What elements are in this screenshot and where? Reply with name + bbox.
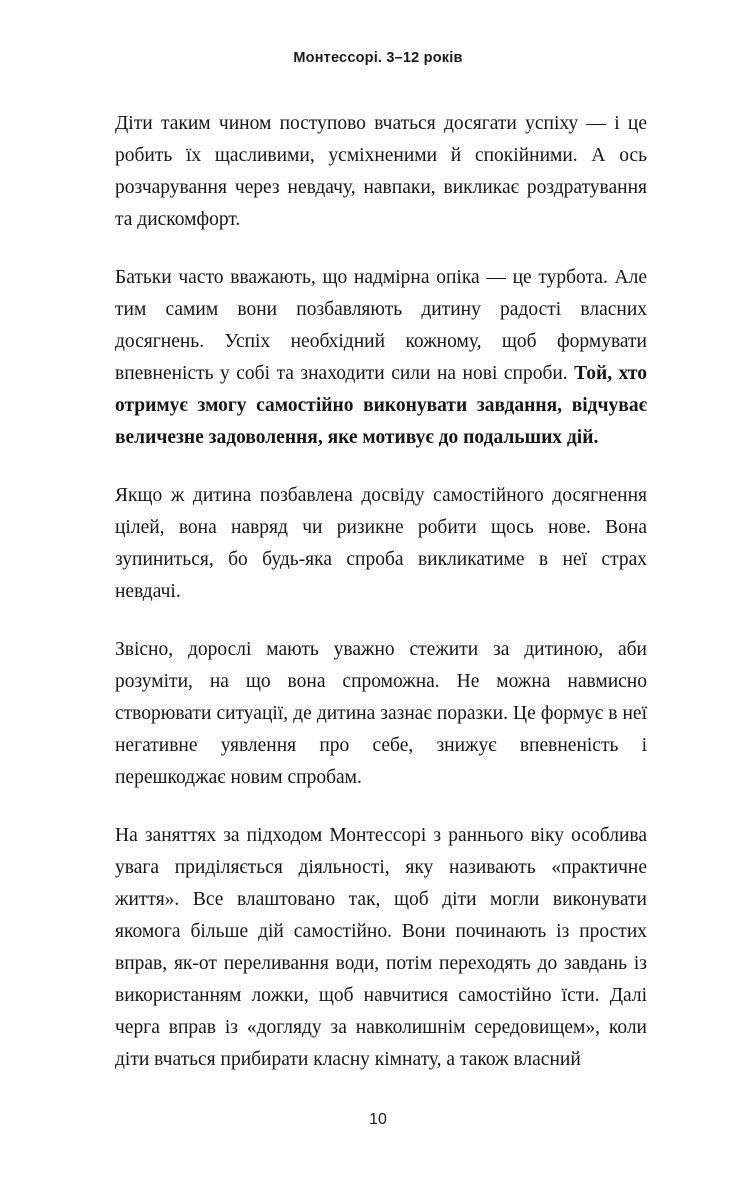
body-paragraph-1: Діти таким чином поступово вчаться досягати успіху — і це робить їх щасливими, усміхненими й спокійними. А ось розчарування через невдачу, навпаки, викликає роздратування та дискомфорт. (115, 113, 647, 230)
body-paragraph-5: На заняттях за підходом Монтессорі з раннього віку особлива увага приділяється діяльності, яку називають «практичне життя». Все влаштовано так, щоб діти могли виконувати якомога більше дій самостійно. Вони починають із простих вправ, як-от переливання води, потім переходять до завдань із використанням ложки, щоб навчитися самостійно їсти. Далі черга вправ із «догляду за навколишнім середовищем», коли діти вчаться прибирати класну кімнату, а також власний (115, 825, 647, 1070)
running-head: Монтессорі. 3–12 років (293, 50, 463, 66)
page-number: 10 (369, 1111, 387, 1128)
body-paragraph-3: Якщо ж дитина позбавлена досвіду самостійного досягнення цілей, вона навряд чи ризикне робити щось нове. Вона зупиниться, бо будь-яка спроба викликатиме в неї страх невдачі. (115, 485, 647, 602)
paragraph-2-text: Батьки часто вважають, що надмірна опіка — це турбота. Але тим самим вони позбавляють дитину радості власних досягнень. Успіх необхідний кожному, щоб формувати впевненість у собі та знаходити сили на нові спроби. (115, 267, 647, 384)
body-paragraph-2 (115, 262, 647, 454)
paragraph-2-emphasis: Той, хто отримує змогу самостійно виконувати завдання, відчуває величезне задоволення, яке мотивує до подальших дій. (115, 363, 647, 448)
page-body (115, 108, 647, 1076)
body-paragraph-4: Звісно, дорослі мають уважно стежити за дитиною, аби розуміти, на що вона спроможна. Не можна навмисно створювати ситуації, де дитина зазнає поразки. Це формує в неї негативне уявлення про себе, знижує впевненість і перешкоджає новим спробам. (115, 639, 647, 788)
